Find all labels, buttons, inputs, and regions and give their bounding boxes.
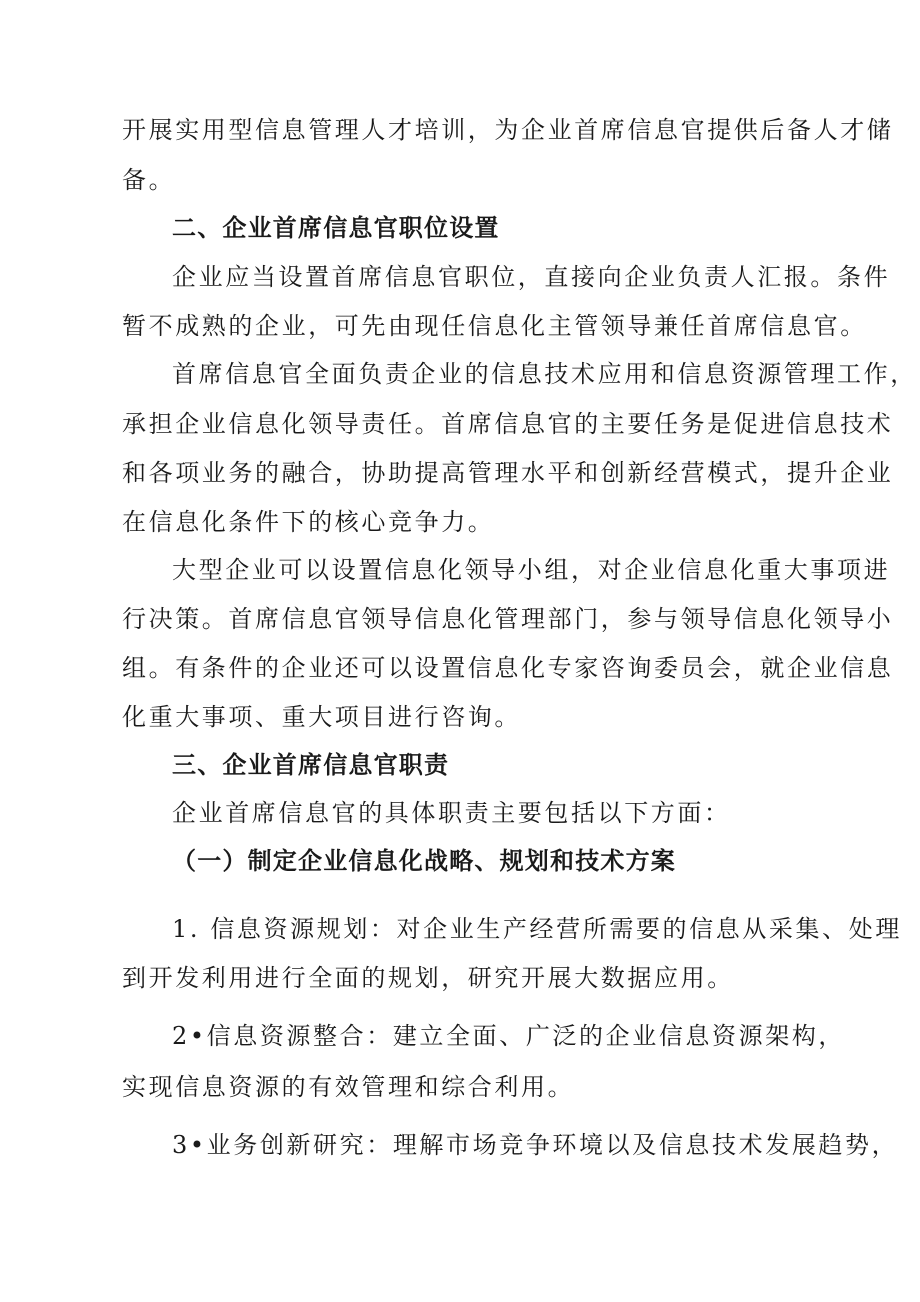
paragraph-line: 组。有条件的企业还可以设置信息化专家咨询委员会，就企业信息	[122, 654, 894, 682]
list-item-line: 3•业务创新研究：理解市场竞争环境以及信息技术发展趋势，	[172, 1131, 899, 1159]
paragraph-line: 和各项业务的融合，协助提高管理水平和创新经营模式，提升企业	[122, 459, 894, 487]
subsection-heading: （一）制定企业信息化战略、规划和技术方案	[172, 846, 676, 875]
paragraph-line: 企业首席信息官的具体职责主要包括以下方面：	[172, 799, 731, 827]
section-heading: 三、企业首席信息官职责	[172, 750, 450, 779]
list-item-line: 到开发利用进行全面的规划，研究开展大数据应用。	[122, 964, 734, 992]
paragraph-line: 企业应当设置首席信息官职位，直接向企业负责人汇报。条件	[172, 263, 891, 291]
list-item-line: 2•信息资源整合：建立全面、广泛的企业信息资源架构，	[172, 1022, 846, 1050]
paragraph-line: 化重大事项、重大项目进行咨询。	[122, 703, 521, 731]
paragraph-line: 备。	[122, 166, 176, 194]
list-item-line: 实现信息资源的有效管理和综合利用。	[122, 1073, 575, 1101]
paragraph-line: 行决策。首席信息官领导信息化管理部门，参与领导信息化领导小	[122, 605, 894, 633]
section-heading: 二、企业首席信息官职位设置	[172, 213, 500, 242]
paragraph-line: 首席信息官全面负责企业的信息技术应用和信息资源管理工作，	[172, 360, 917, 388]
paragraph-line: 暂不成熟的企业，可先由现任信息化主管领导兼任首席信息官。	[122, 312, 867, 340]
paragraph-line: 大型企业可以设置信息化领导小组，对企业信息化重大事项进	[172, 556, 891, 584]
paragraph-line: 承担企业信息化领导责任。首席信息官的主要任务是促进信息技术	[122, 410, 894, 438]
list-item-line: 1. 信息资源规划：对企业生产经营所需要的信息从采集、处理	[172, 915, 902, 943]
paragraph-line: 在信息化条件下的核心竞争力。	[122, 508, 495, 536]
paragraph-line: 开展实用型信息管理人才培训，为企业首席信息官提供后备人才储	[122, 116, 894, 144]
